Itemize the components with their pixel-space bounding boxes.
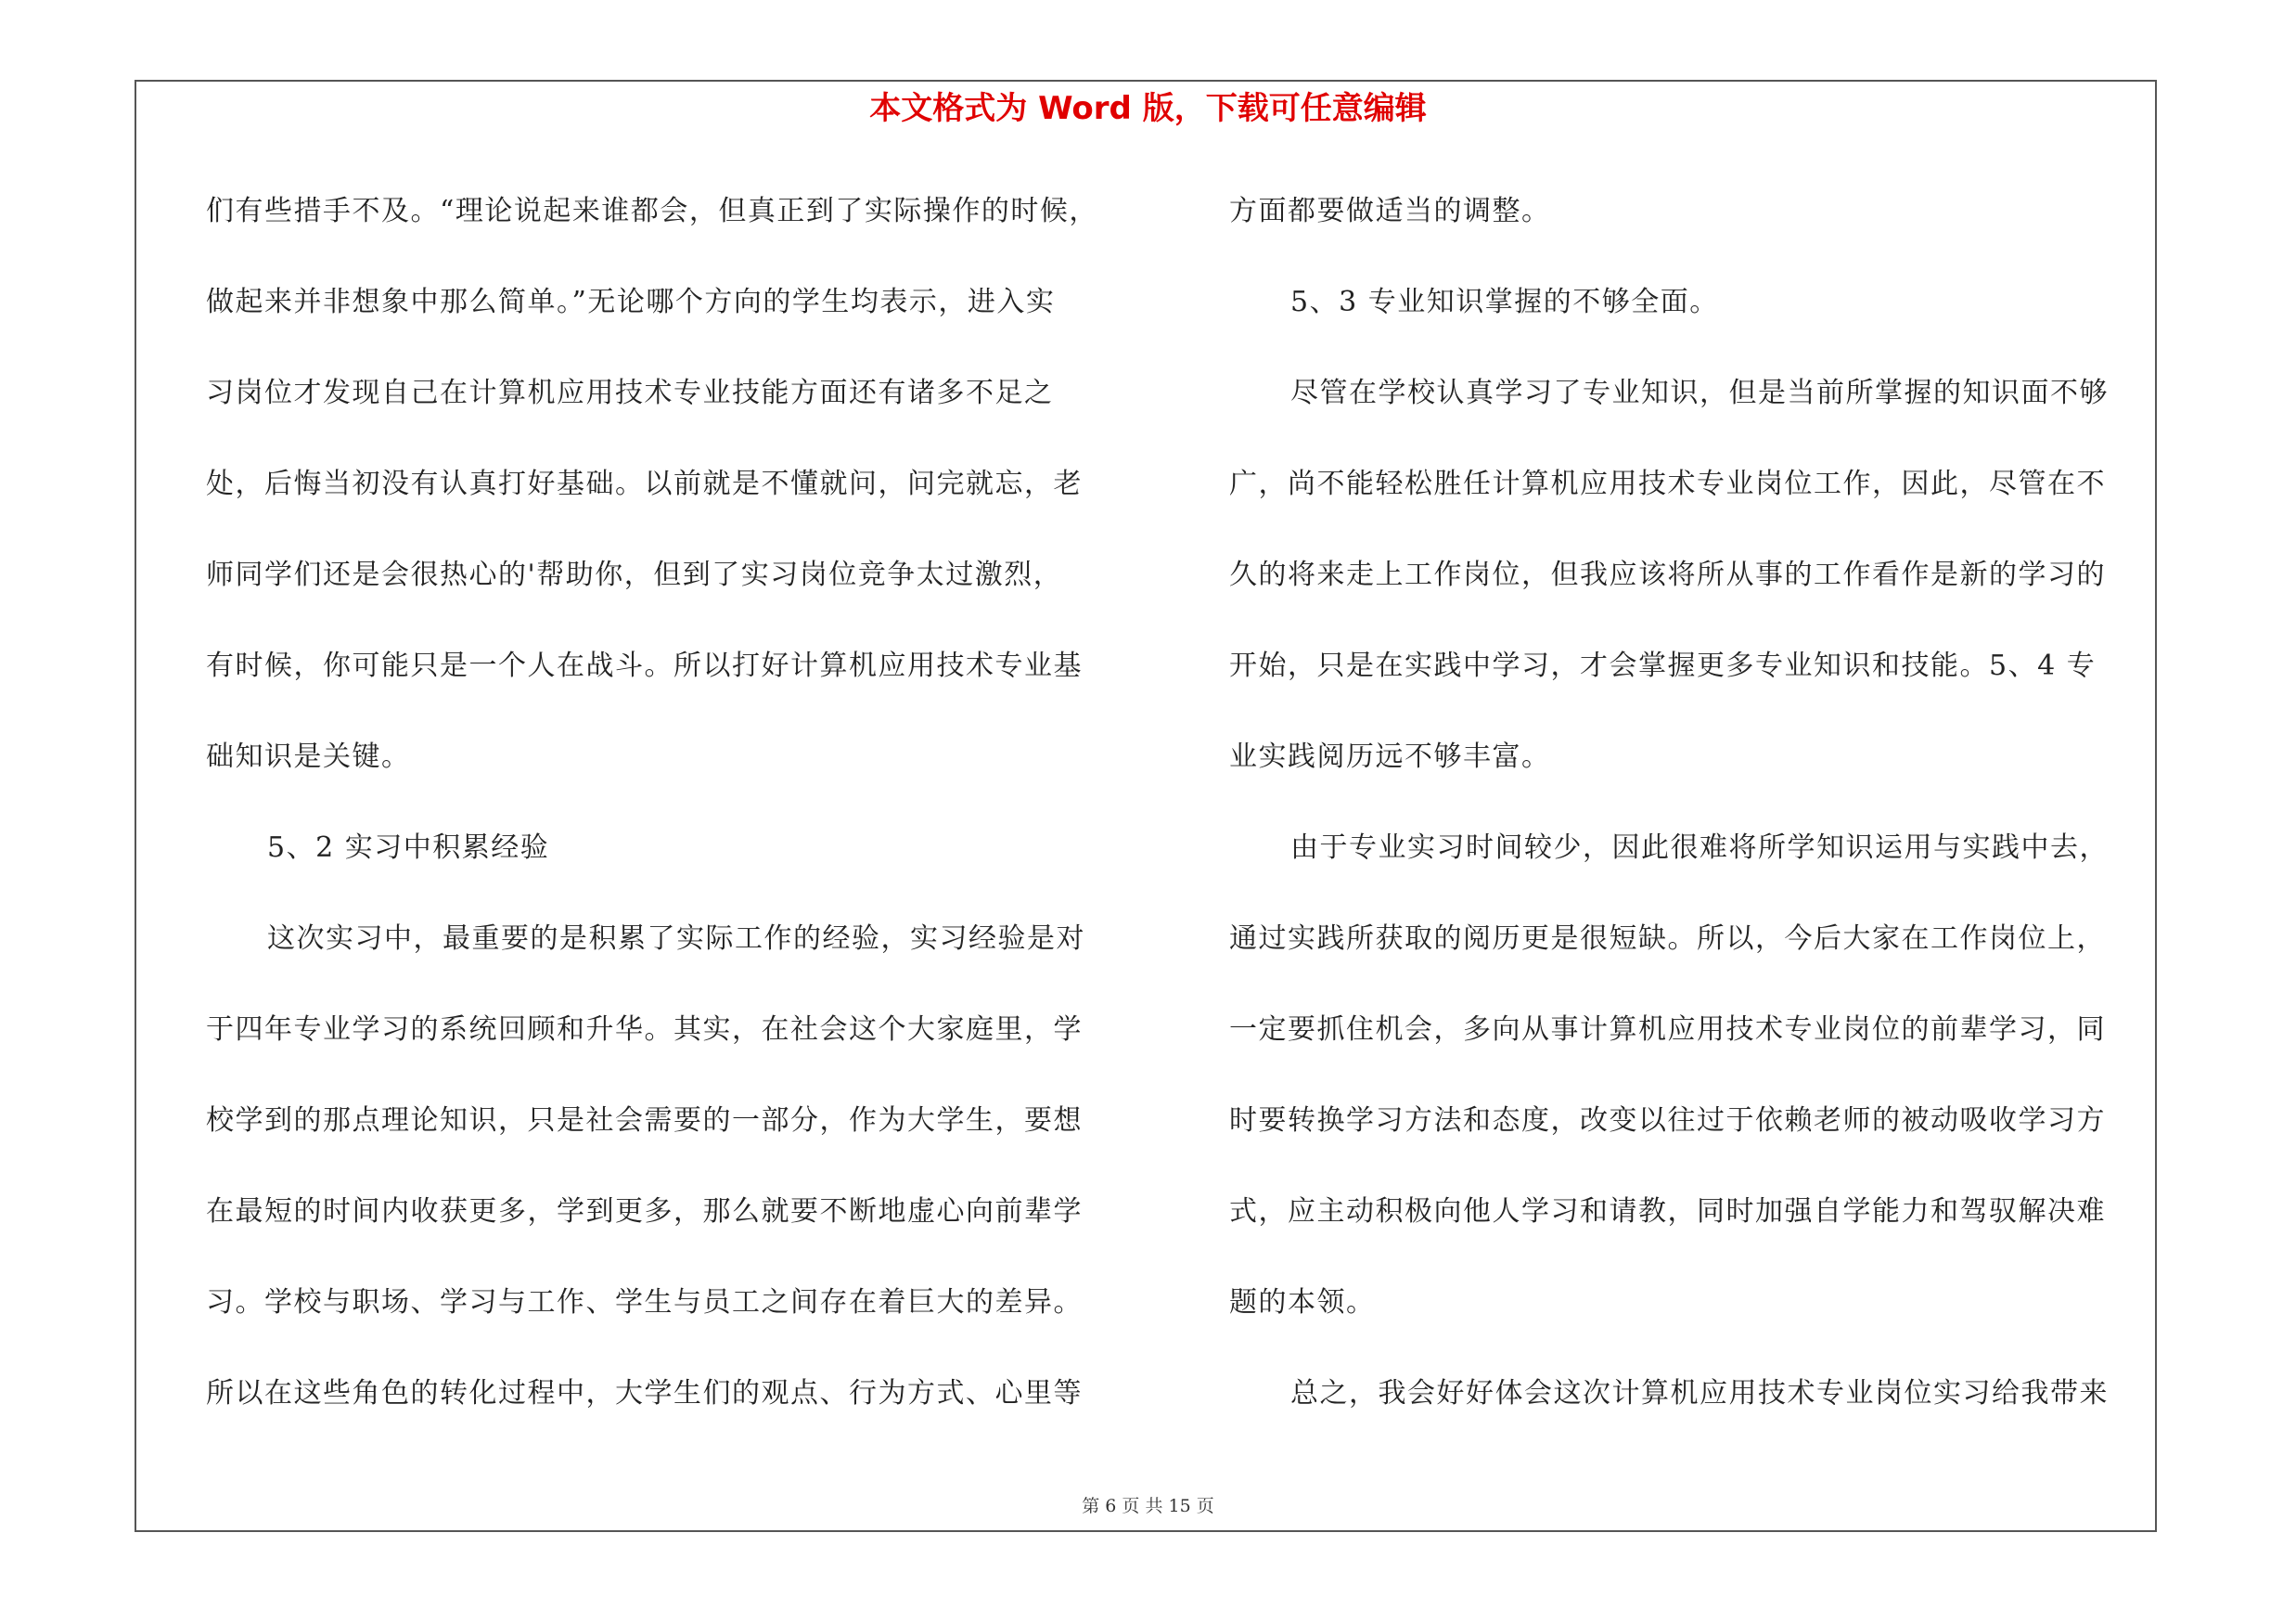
text-line: 础知识是关键。: [206, 741, 411, 773]
text-line: 时要转换学习方法和态度，改变以往过于依赖老师的被动吸收学习方: [1229, 1104, 2106, 1137]
text-line: 广，尚不能轻松胜任计算机应用技术专业岗位工作，因此，尽管在不: [1229, 468, 2106, 500]
text-line: 习岗位才发现自己在计算机应用技术专业技能方面还有诸多不足之: [206, 377, 1054, 409]
word-format-banner: 本文格式为 Word 版，下载可任意编辑: [869, 90, 1427, 127]
page-number-footer: 第 6 页 共 15 页: [1082, 1496, 1214, 1516]
text-line: 尽管在学校认真学习了专业知识，但是当前所掌握的知识面不够: [1290, 377, 2109, 409]
text-line: 由于专业实习时间较少，因此很难将所学知识运用与实践中去，: [1290, 831, 2109, 864]
text-line: 在最短的时间内收获更多，学到更多，那么就要不断地虚心向前辈学: [206, 1195, 1083, 1228]
text-line: 5、2 实习中积累经验: [267, 831, 550, 864]
text-line: 有时候，你可能只是一个人在战斗。所以打好计算机应用技术专业基: [206, 650, 1083, 682]
text-line: 们有些措手不及。“理论说起来谁都会，但真正到了实际操作的时候，: [206, 195, 1098, 227]
text-line: 题的本领。: [1229, 1286, 1376, 1319]
left-text-column: [206, 181, 1134, 1454]
text-line: 通过实践所获取的阅历更是很短缺。所以，今后大家在工作岗位上，: [1229, 922, 2106, 955]
text-line: 师同学们还是会很热心的'帮助你，但到了实习岗位竞争太过激烈，: [206, 559, 1063, 591]
text-line: 5、3 专业知识掌握的不够全面。: [1290, 286, 1719, 318]
text-line: 久的将来走上工作岗位，但我应该将所从事的工作看作是新的学习的: [1229, 559, 2106, 591]
text-line: 方面都要做适当的调整。: [1229, 195, 1551, 227]
text-line: 校学到的那点理论知识，只是社会需要的一部分，作为大学生，要想: [206, 1104, 1083, 1137]
text-line: 习。学校与职场、学习与工作、学生与员工之间存在着巨大的差异。: [206, 1286, 1083, 1319]
text-line: 这次实习中，最重要的是积累了实际工作的经验，实习经验是对: [267, 922, 1085, 955]
text-line: 于四年专业学习的系统回顾和升华。其实，在社会这个大家庭里，学: [206, 1013, 1083, 1046]
text-line: 所以在这些角色的转化过程中，大学生们的观点、行为方式、心里等: [206, 1377, 1083, 1410]
text-line: 处，后悔当初没有认真打好基础。以前就是不懂就问，问完就忘，老: [206, 468, 1083, 500]
text-line: 开始，只是在实践中学习，才会掌握更多专业知识和技能。5、4 专: [1229, 650, 2097, 682]
text-line: 总之，我会好好体会这次计算机应用技术专业岗位实习给我带来: [1290, 1377, 2109, 1410]
text-line: 业实践阅历远不够丰富。: [1229, 741, 1551, 773]
right-text-column: [1229, 181, 2157, 1454]
text-line: 做起来并非想象中那么简单。”无论哪个方向的学生均表示，进入实: [206, 286, 1056, 318]
text-line: 一定要抓住机会，多向从事计算机应用技术专业岗位的前辈学习，同: [1229, 1013, 2106, 1046]
text-line: 式，应主动积极向他人学习和请教，同时加强自学能力和驾驭解决难: [1229, 1195, 2106, 1228]
